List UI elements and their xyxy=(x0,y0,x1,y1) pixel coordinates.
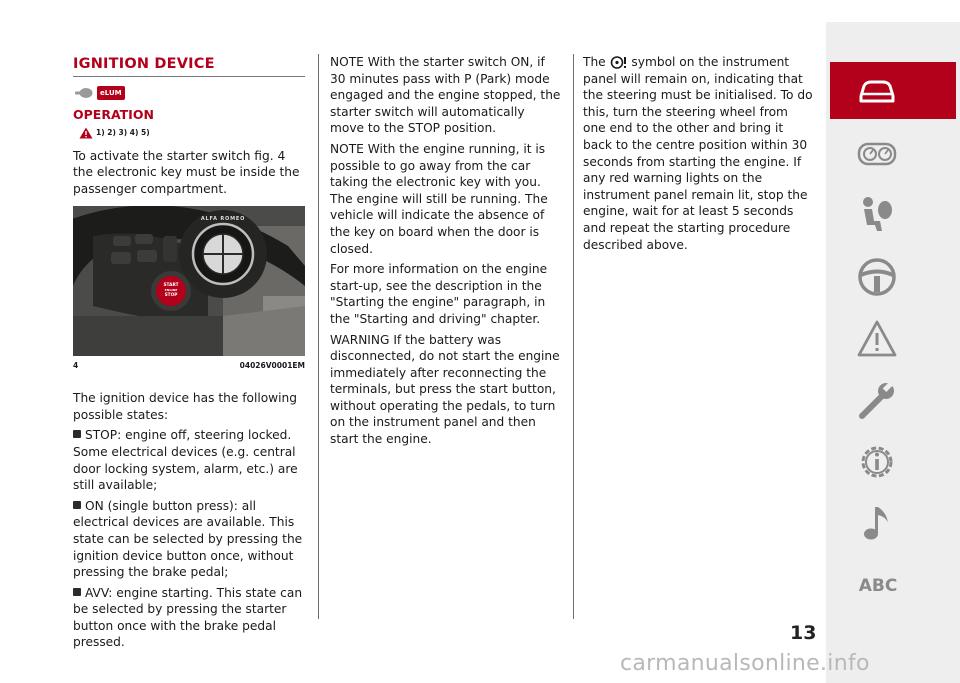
steering-init-paragraph xyxy=(583,54,813,253)
column-divider-2 xyxy=(573,54,574,619)
states-intro: The ignition device has the following possible states: xyxy=(73,391,297,422)
elum-badge: eLUM xyxy=(97,86,125,100)
page-number: 13 xyxy=(790,622,817,644)
note-starter-switch: NOTE With the starter switch ON, if 30 minutes pass with P (Park) mode engaged and the engine stopped, the starter switch will automatically move to the STOP position. xyxy=(330,55,561,136)
start-stop-button xyxy=(158,283,184,298)
operation-subtitle: OPERATION xyxy=(73,106,154,122)
figure-number: 4 xyxy=(73,360,79,370)
figure-code: 04026V0001EM xyxy=(239,360,305,370)
car-icon[interactable] xyxy=(856,70,898,112)
state-stop xyxy=(73,427,305,493)
instrument-panel-icon[interactable] xyxy=(856,132,898,174)
note-engine-running: NOTE With the engine running, it is possible to go away from the car taking the electronic key with you. The engine will still be running. The vehicle will indicate the absence of the key on board when the door is closed. xyxy=(330,141,548,256)
stop-label: STOP xyxy=(164,292,178,298)
more-info-paragraph: For more information on the engine start-up, see the description in the "Starting the engine" paragraph, in the "Starting and driving" chapter. xyxy=(330,262,548,326)
state-avv-text: AVV: engine starting. This state can be selected by pressing the starter button once with the brake pedal pressed. xyxy=(73,585,303,650)
key-type-row xyxy=(73,83,305,103)
watermark: carmanualsonline.info xyxy=(620,651,870,676)
warning-references xyxy=(79,125,305,142)
warning-triangle-icon[interactable] xyxy=(856,318,898,360)
safety-airbag-icon[interactable] xyxy=(856,193,898,235)
warning-icon xyxy=(79,127,93,139)
column-1 xyxy=(73,54,305,655)
steering-wheel-icon[interactable] xyxy=(856,256,898,298)
bullet-icon xyxy=(73,501,81,509)
state-avv xyxy=(73,585,305,651)
state-on-text: ON (single button press): all electrical devices are available. This state can be selected by pressing the ignition device button once, without pressing the brake pedal; xyxy=(73,498,303,580)
steering-wheel-photo xyxy=(73,206,305,356)
figure-caption xyxy=(73,358,305,375)
section-title: IGNITION DEVICE xyxy=(73,54,305,77)
wrench-icon[interactable] xyxy=(856,380,898,422)
battery-warning: WARNING If the battery was disconnected, do not start the engine immediately after reconnecting the terminals, but press the start button, without operating the pedals, to turn on the instrument panel and then start the engine. xyxy=(330,332,560,447)
bullet-icon xyxy=(73,588,81,596)
state-stop-text: STOP: engine off, steering locked. Some electrical devices (e.g. central door locking system, alarm, etc.) are still available; xyxy=(73,428,298,493)
engine-label: ENGINE xyxy=(164,287,178,292)
state-on xyxy=(73,498,305,581)
info-gear-icon[interactable] xyxy=(856,441,898,483)
bullet-icon xyxy=(73,430,81,438)
intro-paragraph: To activate the starter switch fig. 4 the electronic key must be inside the passenger compartment. xyxy=(73,148,300,196)
index-abc-label[interactable]: ABC xyxy=(858,576,898,596)
column-3 xyxy=(583,54,813,257)
steering-warning-icon xyxy=(610,56,628,69)
steering-wheel-figure xyxy=(73,206,305,356)
key-icon xyxy=(73,86,93,100)
steering-pre-text: The xyxy=(583,55,606,69)
column-2 xyxy=(330,54,562,452)
music-note-icon[interactable] xyxy=(856,502,898,544)
start-label: START xyxy=(163,282,179,288)
reference-numbers: 1) 2) 3) 4) 5) xyxy=(96,128,150,138)
logo-ring-text: ALFA ROMEO xyxy=(200,215,246,222)
column-divider-1 xyxy=(318,54,319,619)
steering-post-text: symbol on the instrument panel will remain on, indicating that the steering must be initialised. To do this, turn the steering wheel from one end to the other and bring it back to the centre position within 30 seconds from starting the engine. If any red warning lights on the instrument panel remain lit, stop the engine, wait for at least 5 seconds and repeat the starting procedure described above. xyxy=(583,55,813,252)
